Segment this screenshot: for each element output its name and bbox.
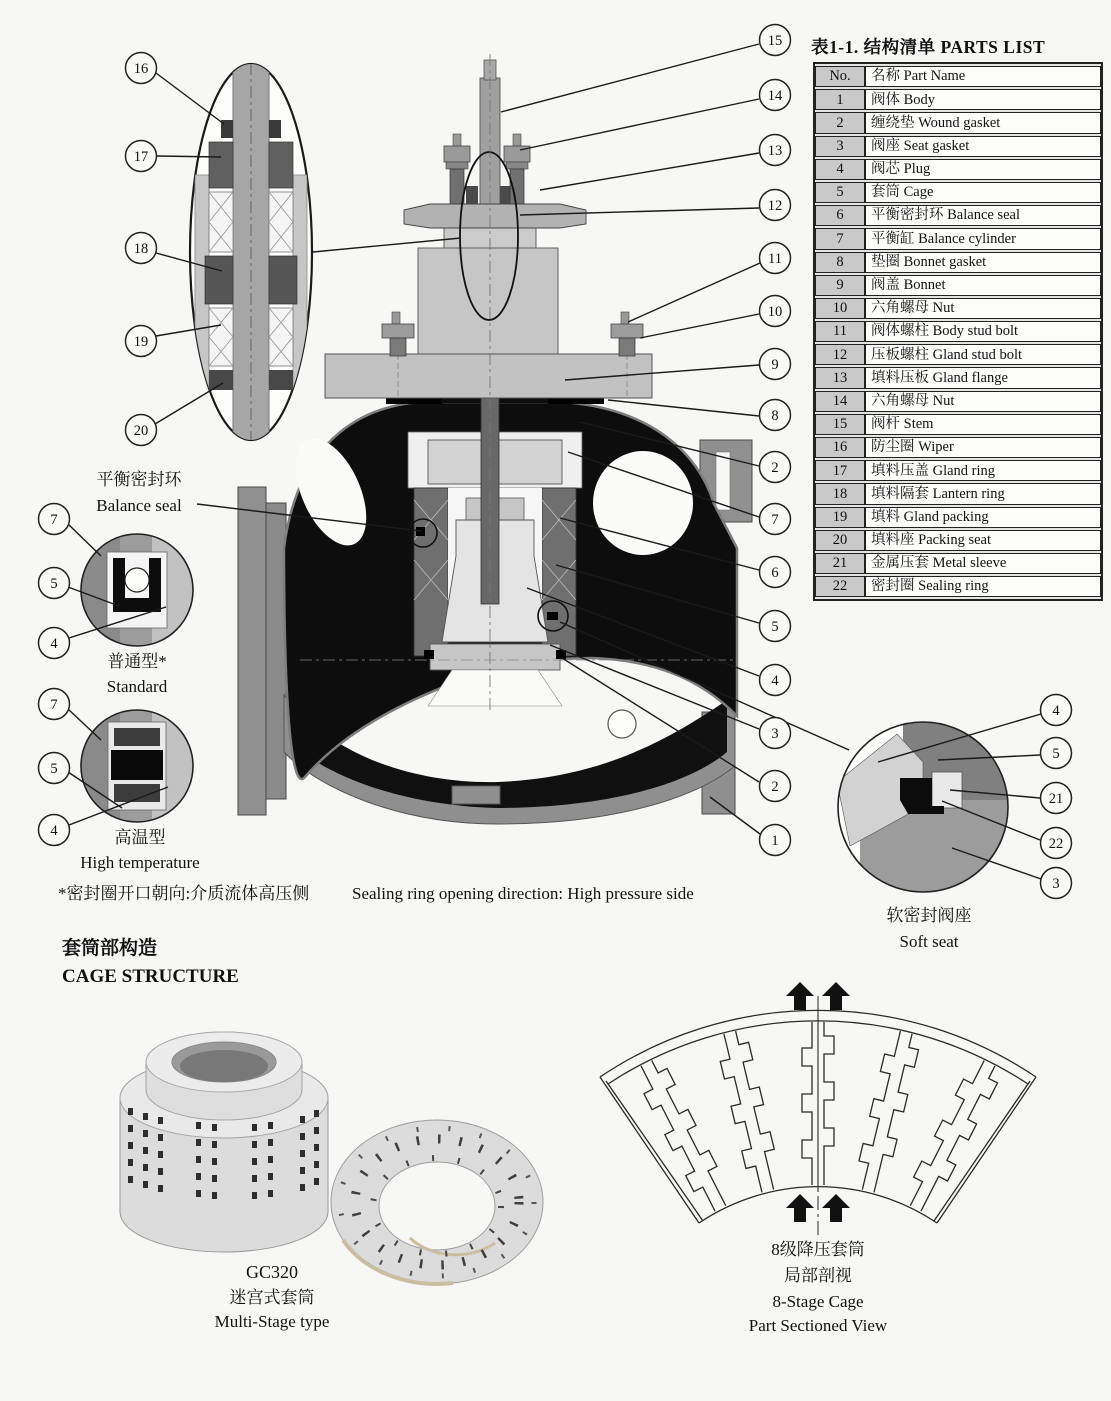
part-no: 14 [815, 391, 865, 412]
stage-cage-label-en2: Part Sectioned View [748, 1316, 888, 1335]
svg-text:14: 14 [767, 88, 783, 104]
part-name: 阀芯 Plug [865, 159, 1101, 180]
table-row [815, 483, 1101, 504]
table-row [815, 576, 1101, 597]
part-name: 六角螺母 Nut [865, 391, 1101, 412]
part-name: 阀杆 Stem [865, 414, 1101, 435]
col-header-name: 名称 Part Name [865, 66, 1101, 87]
part-name: 六角螺母 Nut [865, 298, 1101, 319]
svg-text:2: 2 [771, 460, 779, 476]
callout-17 [126, 141, 157, 172]
table-row [815, 530, 1101, 551]
part-name: 金属压套 Metal sleeve [865, 553, 1101, 574]
part-name: 阀体螺柱 Body stud bolt [865, 321, 1101, 342]
svg-text:3: 3 [1052, 876, 1060, 892]
balance-seal-standard-detail [80, 533, 194, 647]
svg-text:5: 5 [50, 761, 58, 777]
table-row [815, 136, 1101, 157]
svg-text:5: 5 [50, 576, 58, 592]
gland-flange-plate [404, 204, 586, 228]
part-no: 6 [815, 205, 865, 226]
cage-structure-heading-en: CAGE STRUCTURE [62, 966, 239, 987]
callout-13 [760, 135, 791, 166]
svg-text:11: 11 [768, 251, 782, 267]
callout-11 [760, 243, 791, 274]
standard-label-en: Standard [106, 677, 168, 696]
table-row [815, 414, 1101, 435]
svg-text:13: 13 [767, 143, 783, 159]
table-row [815, 112, 1101, 133]
svg-text:3: 3 [771, 726, 779, 742]
part-no: 9 [815, 275, 865, 296]
part-name: 缠绕垫 Wound gasket [865, 112, 1101, 133]
callout-8 [760, 400, 791, 431]
footnote-en: Sealing ring opening direction: High pressure side [352, 884, 694, 903]
stage-cage-label-zh1: 8级降压套筒 [771, 1240, 865, 1259]
callout-9 [760, 349, 791, 380]
part-name: 填料座 Packing seat [865, 530, 1101, 551]
svg-text:22: 22 [1048, 836, 1064, 852]
table-row [815, 275, 1101, 296]
part-name: 阀体 Body [865, 89, 1101, 110]
svg-text:19: 19 [133, 334, 149, 350]
table-row [815, 159, 1101, 180]
table-row [815, 228, 1101, 249]
svg-text:21: 21 [1048, 791, 1064, 807]
part-name: 填料压板 Gland flange [865, 367, 1101, 388]
table-row [815, 437, 1101, 458]
callout-4 [760, 665, 791, 696]
part-no: 3 [815, 136, 865, 157]
svg-text:12: 12 [767, 198, 783, 214]
callout-soft-4 [1041, 695, 1072, 726]
svg-text:4: 4 [50, 636, 58, 652]
table-row [815, 344, 1101, 365]
callout-soft-22 [1041, 828, 1072, 859]
table-row [815, 507, 1101, 528]
part-no: 7 [815, 228, 865, 249]
svg-text:2: 2 [771, 779, 779, 795]
parts-list-table [813, 62, 1103, 601]
part-no: 21 [815, 553, 865, 574]
svg-text:1: 1 [771, 833, 779, 849]
callout-std-5 [39, 568, 70, 599]
callout-19 [126, 326, 157, 357]
part-name: 套筒 Cage [865, 182, 1101, 203]
part-no: 11 [815, 321, 865, 342]
callout-14 [760, 80, 791, 111]
svg-text:16: 16 [133, 61, 149, 77]
svg-text:8: 8 [771, 408, 779, 424]
callout-ht-7 [39, 689, 70, 720]
inlet-flange [238, 487, 286, 815]
svg-text:20: 20 [133, 423, 149, 439]
body-stud-bolt-right [611, 312, 643, 356]
part-name: 平衡密封环 Balance seal [865, 205, 1101, 226]
svg-text:7: 7 [50, 512, 58, 528]
part-no: 10 [815, 298, 865, 319]
callout-10 [760, 296, 791, 327]
part-name: 阀座 Seat gasket [865, 136, 1101, 157]
part-no: 4 [815, 159, 865, 180]
callout-std-7 [39, 504, 70, 535]
part-name: 密封圈 Sealing ring [865, 576, 1101, 597]
bottom-boss [452, 786, 500, 804]
callout-soft-21 [1041, 783, 1072, 814]
part-no: 15 [815, 414, 865, 435]
table-row [815, 553, 1101, 574]
callout-ht-5 [39, 753, 70, 784]
svg-text:7: 7 [50, 697, 58, 713]
parts-table-body [815, 66, 1101, 597]
stage-cage-label-en1: 8-Stage Cage [772, 1292, 864, 1311]
part-name: 填料隔套 Lantern ring [865, 483, 1101, 504]
footnote-zh: *密封圈开口朝向:介质流体高压侧 [58, 884, 310, 903]
stage-cage-label-zh2: 局部剖视 [784, 1266, 852, 1285]
part-no: 5 [815, 182, 865, 203]
svg-text:9: 9 [771, 357, 779, 373]
part-no: 20 [815, 530, 865, 551]
soft-seat-detail [837, 721, 1010, 897]
part-no: 22 [815, 576, 865, 597]
part-name: 平衡缸 Balance cylinder [865, 228, 1101, 249]
cage-model-label: GC320 [245, 1262, 298, 1282]
callout-7 [760, 504, 791, 535]
callout-15 [760, 25, 791, 56]
svg-text:4: 4 [1052, 703, 1060, 719]
callout-soft-5 [1041, 738, 1072, 769]
part-name: 防尘圈 Wiper [865, 437, 1101, 458]
callout-12 [760, 190, 791, 221]
part-no: 17 [815, 460, 865, 481]
seat-ring [430, 644, 560, 670]
callout-20 [126, 415, 157, 446]
cage-type-label-zh: 迷宫式套筒 [229, 1288, 315, 1307]
part-no: 12 [815, 344, 865, 365]
table-row [815, 298, 1101, 319]
callout-soft-3 [1041, 868, 1072, 899]
parts-list-title: 表1-1. 结构清单 PARTS LIST [811, 37, 1046, 57]
table-row [815, 252, 1101, 273]
callout-std-4 [39, 628, 70, 659]
soft-seat-label-zh: 软密封阀座 [886, 906, 972, 925]
svg-text:7: 7 [771, 512, 779, 528]
callout-ht-4 [39, 815, 70, 846]
body-web-hole [608, 710, 636, 738]
stage-cage-fan-section [600, 982, 1036, 1238]
callout-1 [760, 825, 791, 856]
cage-type-label-en: Multi-Stage type [214, 1312, 330, 1331]
cage-cylinder-render [120, 1032, 328, 1252]
svg-text:10: 10 [767, 304, 783, 320]
svg-text:6: 6 [771, 565, 779, 581]
part-no: 16 [815, 437, 865, 458]
high-temp-label-zh: 高温型 [114, 828, 166, 847]
svg-text:15: 15 [767, 33, 783, 49]
table-row [815, 182, 1101, 203]
svg-text:17: 17 [133, 149, 149, 165]
callout-16 [126, 53, 157, 84]
table-row [815, 391, 1101, 412]
part-name: 填料压盖 Gland ring [865, 460, 1101, 481]
svg-text:5: 5 [771, 619, 779, 635]
part-no: 13 [815, 367, 865, 388]
svg-text:4: 4 [50, 823, 58, 839]
soft-seat-label-en: Soft seat [899, 932, 959, 951]
balance-seal-label-en: Balance seal [96, 496, 182, 515]
part-no: 18 [815, 483, 865, 504]
part-name: 垫圈 Bonnet gasket [865, 252, 1101, 273]
callout-6 [760, 557, 791, 588]
part-name: 填料 Gland packing [865, 507, 1101, 528]
svg-text:18: 18 [133, 241, 149, 257]
part-name: 压板螺柱 Gland stud bolt [865, 344, 1101, 365]
callout-2b [760, 771, 791, 802]
cage-structure-heading-zh: 套筒部构造 [62, 938, 158, 959]
table-row [815, 460, 1101, 481]
callout-5 [760, 611, 791, 642]
table-header-row [815, 66, 1101, 87]
packing-detail-ellipse [190, 63, 312, 441]
table-row [815, 89, 1101, 110]
part-name: 阀盖 Bonnet [865, 275, 1101, 296]
balance-seal-label-zh: 平衡密封环 [96, 470, 182, 489]
part-no: 2 [815, 112, 865, 133]
table-row [815, 205, 1101, 226]
labyrinth-ring-render [331, 1120, 543, 1284]
part-no: 1 [815, 89, 865, 110]
valve-cross-section [238, 54, 752, 824]
part-no: 8 [815, 252, 865, 273]
callout-3 [760, 718, 791, 749]
callout-2a [760, 452, 791, 483]
high-temp-label-en: High temperature [80, 853, 200, 872]
svg-text:4: 4 [771, 673, 779, 689]
table-row [815, 321, 1101, 342]
callout-18 [126, 233, 157, 264]
col-header-no: No. [815, 66, 865, 87]
body-stud-bolt-left [382, 312, 414, 356]
bonnet [325, 224, 652, 398]
balance-seal-hightemp-detail [80, 709, 194, 823]
table-row [815, 367, 1101, 388]
part-no: 19 [815, 507, 865, 528]
svg-text:5: 5 [1052, 746, 1060, 762]
standard-label-zh: 普通型* [107, 652, 167, 671]
